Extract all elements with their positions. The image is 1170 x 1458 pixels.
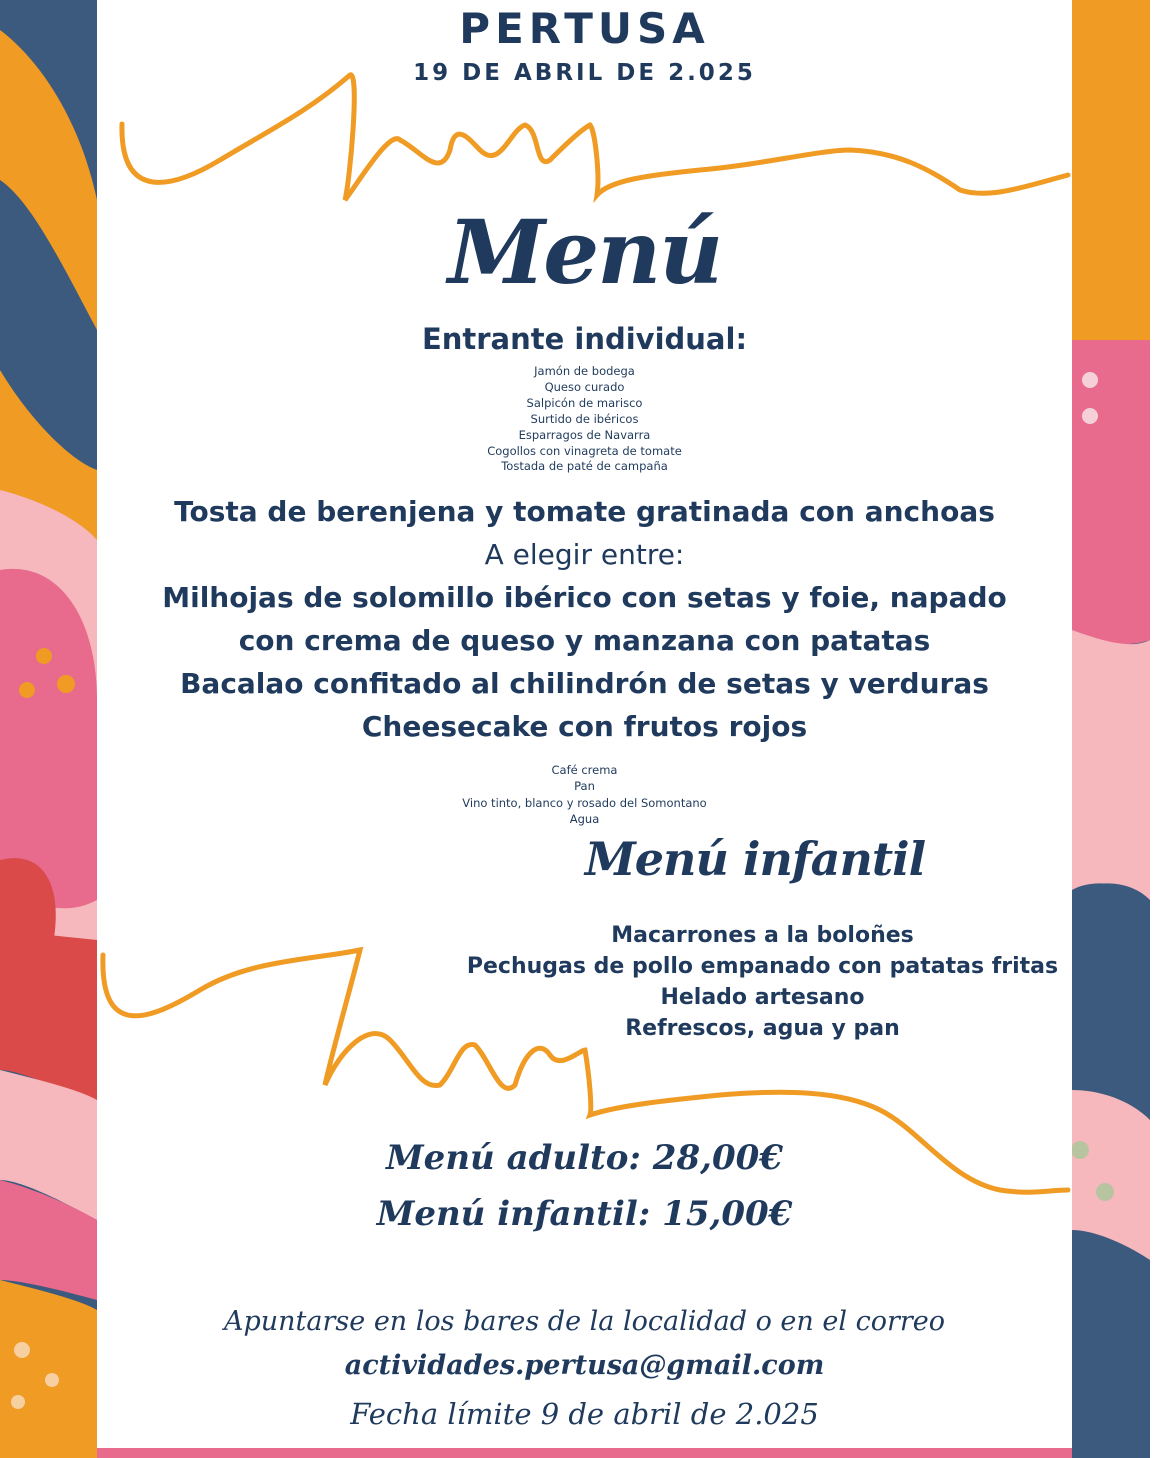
event-date: 19 DE ABRIL DE 2.025 (413, 60, 756, 86)
starter-heading: Entrante individual: (421, 322, 748, 356)
starter-item: Jamón de bodega (534, 364, 635, 378)
main-course-line: Tosta de berenjena y tomate gratinada con anchoas (174, 495, 995, 528)
contact-email[interactable]: actividades.pertusa@gmail.com (344, 1350, 825, 1381)
kids-menu-item: Refrescos, agua y pan (625, 1016, 900, 1041)
starter-item: Surtido de ibéricos (530, 411, 639, 426)
kids-menu-item: Pechugas de pollo empanado con patatas fritas (466, 954, 1059, 979)
starter-item: Esparragos de Navarra (518, 427, 651, 442)
kids-menu-item: Helado artesano (660, 985, 865, 1010)
starter-item: Cogollos con vinagreta de tomate (487, 443, 682, 458)
main-course-line: con crema de queso y manzana con patatas (238, 624, 931, 657)
starter-item: Queso curado (544, 379, 625, 394)
signup-info: Apuntarse en los bares de la localidad o en el correo (223, 1306, 945, 1337)
adult-price: Menú adulto: 28,00€ (386, 1138, 783, 1178)
main-course-line: Bacalao confitado al chilindrón de setas y verduras (180, 667, 989, 700)
extras-item: Agua (569, 811, 600, 826)
extras-item: Pan (574, 779, 595, 794)
kids-menu-list (440, 920, 1085, 1044)
kids-menu-item: Macarrones a la boloñes (611, 923, 914, 948)
main-course-line: Milhojas de solomillo ibérico con setas y foie, napado (162, 581, 1007, 614)
deadline: Fecha límite 9 de abril de 2.025 (350, 1397, 819, 1431)
starter-item: Salpicón de marisco (526, 395, 643, 410)
extras-item: Café crema (551, 763, 618, 777)
dessert-line: Cheesecake con frutos rojos (361, 710, 808, 743)
extras-item: Vino tinto, blanco y rosado del Somontano (462, 795, 707, 810)
extras-list (97, 762, 1072, 827)
town-title: PERTUSA (459, 4, 710, 53)
starter-list (97, 364, 1072, 475)
kids-price: Menú infantil: 15,00€ (376, 1194, 793, 1234)
menu-title: Menú (447, 200, 722, 304)
choice-label: A elegir entre: (484, 538, 685, 571)
main-course-list (97, 490, 1072, 748)
starter-item: Tostada de paté de campaña (501, 459, 668, 474)
kids-menu-title: Menú infantil (584, 832, 926, 886)
